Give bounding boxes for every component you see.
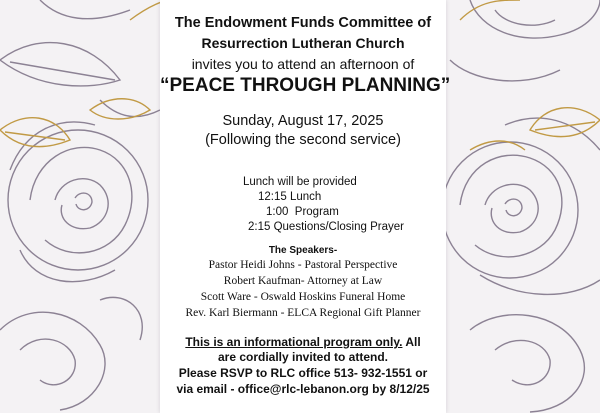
left-gold-leaves-illustration: [0, 0, 170, 147]
left-bottom-rose-illustration: [0, 297, 142, 410]
closing-all: All: [402, 335, 421, 349]
speaker-item: Pastor Heidi Johns - Pastoral Perspective: [208, 259, 398, 271]
right-bottom-rose-illustration: [470, 315, 584, 412]
schedule-intro: Lunch will be provided: [243, 176, 357, 188]
speaker-item: Robert Kaufman- Attorney at Law: [223, 275, 383, 287]
event-note: (Following the second service): [205, 132, 401, 148]
header-committee-line: The Endowment Funds Committee of: [174, 15, 432, 31]
rsvp-email-line: via email - office@rlc-lebanon.org by 8/12/25: [176, 382, 430, 396]
right-top-rose-illustration: [450, 0, 600, 81]
event-title: “PEACE THROUGH PLANNING”: [160, 75, 451, 96]
speaker-item: Scott Ware - Oswald Hoskins Funeral Home: [200, 291, 406, 303]
schedule-item: 2:15 Questions/Closing Prayer: [248, 221, 404, 233]
speakers-heading: The Speakers-: [268, 245, 338, 256]
header-invite-line: invites you to attend an afternoon of: [191, 56, 415, 72]
right-gold-leaves-illustration: [460, 0, 600, 150]
rsvp-phone-line: Please RSVP to RLC office 513- 932-1551 or: [178, 366, 428, 380]
event-date: Sunday, August 17, 2025: [222, 113, 384, 129]
speaker-item: Rev. Karl Biermann - ELCA Regional Gift Planner: [185, 307, 421, 319]
informational-notice: This is an informational program only.: [185, 335, 403, 349]
invitation-panel: [160, 0, 451, 413]
schedule-item: 12:15 Lunch: [258, 191, 322, 203]
schedule-item: 1:00 Program: [266, 206, 339, 218]
header-church-name: Resurrection Lutheran Church: [201, 35, 405, 51]
closing-line-2: are cordially invited to attend.: [217, 350, 389, 364]
closing-line-1: [160, 335, 446, 349]
right-rose-illustration: [442, 118, 600, 294]
left-top-leaves-illustration: [0, 0, 160, 117]
